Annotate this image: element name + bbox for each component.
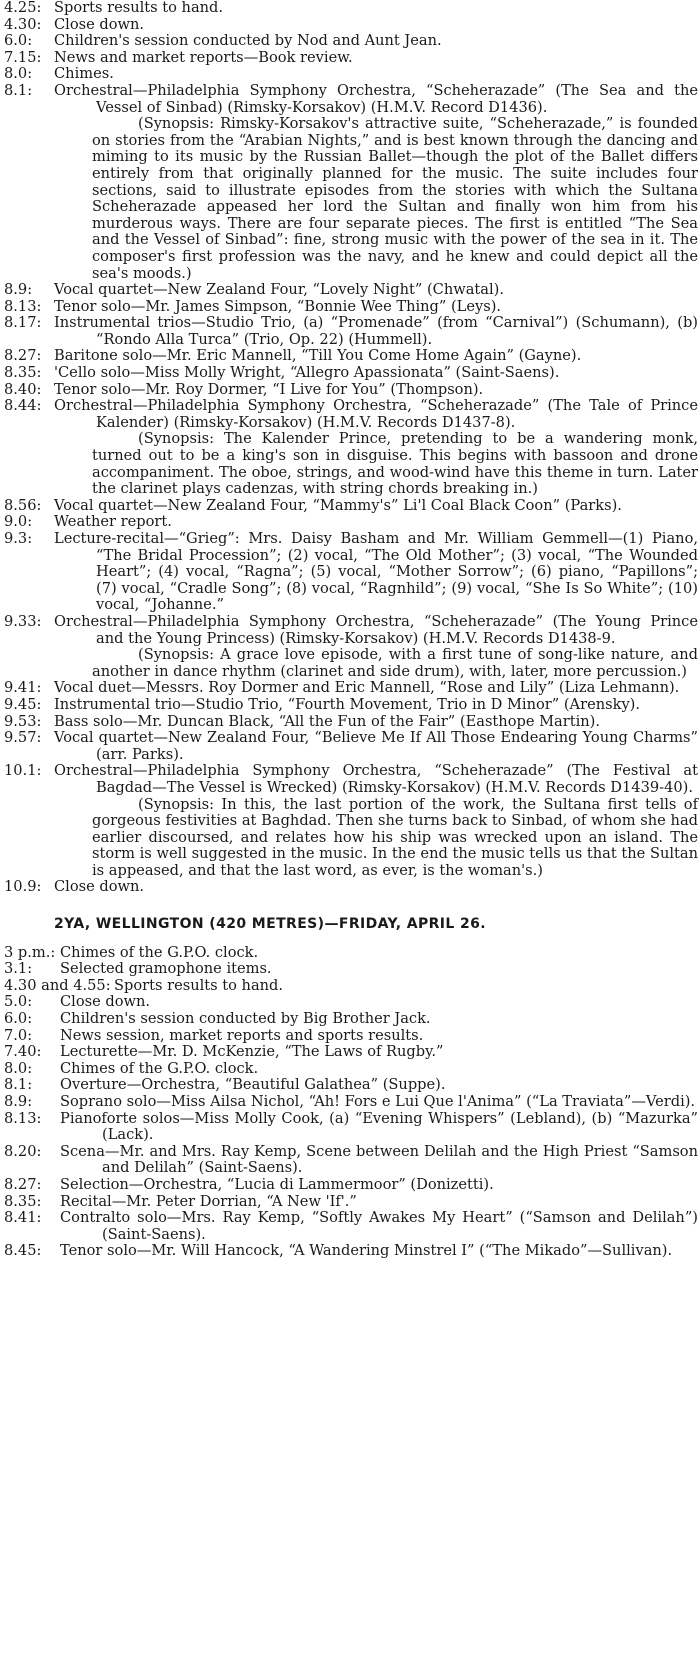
entry-time: 8.35: — [4, 1192, 42, 1210]
entry-text: Orchestral—Philadelphia Symphony Orchestra, “Scheherazade” (The Sea and the Vessel of Sinbad) (Rimsky-Korsakov) (H.M.V. Record D1436). — [54, 81, 698, 116]
programme-entry — [4, 398, 698, 431]
entry-time: 8.1: — [4, 1076, 33, 1094]
programme-entry — [4, 730, 698, 763]
entry-text: Soprano solo—Miss Ailsa Nichol, “Ah! Fors e Lui Que l'Anima” (“La Traviata”—Verdi). — [60, 1093, 696, 1110]
entry-text: Pianoforte solos—Miss Molly Cook, (a) “Evening Whispers” (Lebland), (b) “Mazurka” (Lack). — [60, 1109, 698, 1144]
entry-text: Vocal quartet—New Zealand Four, “Lovely Night” (Chwatal). — [54, 281, 504, 299]
entry-time: 9.33: — [4, 612, 42, 630]
entry-synopsis: (Synopsis: In this, the last portion of the work, the Sultana first tells of gorgeous festivities at Baghdad. Then she turns back to Sinbad, of whom she had earlier discoursed, and relates how his ship was wrecked upon an island. The storm is well suggested in the music. In the end the music tells us that the Sultan is appeased, and that the last word, as ever, is the woman's.) — [92, 795, 698, 879]
programme-entry — [4, 1111, 698, 1144]
programme-entry — [4, 763, 698, 796]
programme-entry — [4, 994, 698, 1011]
programme-entry — [4, 1177, 698, 1194]
programme-entry — [4, 514, 698, 531]
entry-time: 8.9: — [4, 281, 33, 299]
entry-time: 9.45: — [4, 695, 42, 713]
entry-text: Contralto solo—Mrs. Ray Kemp, “Softly Awakes My Heart” (“Samson and Delilah”) (Saint-Saens). — [60, 1209, 698, 1243]
entry-text: Orchestral—Philadelphia Symphony Orchestra, “Scheherazade” (The Tale of Prince Kalender) (Rimsky-Korsakov) (H.M.V. Records D1437-8). — [54, 397, 698, 431]
programme-entry — [4, 1243, 698, 1260]
entry-time: 7.0: — [4, 1026, 33, 1044]
entry-text: Instrumental trio—Studio Trio, “Fourth Movement, Trio in D Minor” (Arensky). — [54, 695, 641, 713]
entry-text: Lecturette—Mr. D. McKenzie, “The Laws of Rugby.” — [60, 1043, 444, 1061]
programme-entry — [4, 680, 698, 697]
programme-entry — [4, 299, 698, 316]
entry-text: Vocal quartet—New Zealand Four, “Believe Me If All Those Endearing Young Charms” (arr. Parks). — [54, 729, 698, 763]
entry-text: Bass solo—Mr. Duncan Black, “All the Fun of the Fair” (Easthope Martin). — [54, 712, 600, 730]
programme-entry — [4, 282, 698, 299]
entry-text: Orchestral—Philadelphia Symphony Orchestra, “Scheherazade” (The Young Prince and the Young Princess) (Rimsky-Korsakov) (H.M.V. Records D1438-9. — [54, 612, 698, 647]
entry-time: 3.1: — [4, 960, 33, 978]
entry-text: Scena—Mr. and Mrs. Ray Kemp, Scene between Delilah and the High Priest “Samson and Delilah” (Saint-Saens). — [60, 1142, 698, 1177]
entry-text: Close down. — [54, 15, 145, 33]
entry-time: 8.13: — [4, 297, 42, 315]
entry-text: Weather report. — [54, 513, 172, 531]
entry-time: 8.27: — [4, 347, 42, 365]
programme-entry — [4, 961, 698, 978]
programme-entry — [4, 714, 698, 731]
entry-text: News and market reports—Book review. — [54, 48, 353, 66]
entry-time: 8.35: — [4, 364, 42, 382]
entry-time: 8.45: — [4, 1242, 42, 1260]
entry-time: 8.44: — [4, 397, 42, 415]
entry-time: 3 p.m.: — [4, 943, 56, 961]
programme-entry — [4, 1210, 698, 1243]
entry-time: 8.0: — [4, 65, 33, 83]
entry-time: 8.13: — [4, 1109, 42, 1127]
programme-entry — [4, 33, 698, 50]
programme-entry — [4, 1077, 698, 1094]
entry-synopsis: (Synopsis: Rimsky-Korsakov's attractive suite, “Scheherazade,” is founded on stories from the “Arabian Nights,” and is best known through the dancing and miming to its music by the Russian Ballet—though the plot of the Ballet differs entirely from that originally planned for the music. The suite includes four sections, said to illustrate episodes from the stories with which the Sultana Scheherazade appeased her lord the Sultan and finally won him from his murderous ways. There are four separate pieces. The first is entitled “The Sea and the Vessel of Sinbad”: fine, strong music with the power of the sea in it. The composer's first profession was the navy, and he knew and could depict all the sea's moods.) — [92, 115, 698, 282]
programme-entry — [4, 1094, 698, 1111]
entry-text: Chimes. — [54, 65, 114, 83]
entry-text: Sports results to hand. — [54, 0, 224, 16]
programme-entry — [4, 1011, 698, 1028]
entry-time: 10.9: — [4, 878, 42, 896]
programme-entry — [4, 1061, 698, 1078]
programme-entry — [4, 1194, 698, 1211]
entry-text: Sports results to hand. — [114, 976, 284, 994]
programme-entry — [4, 1028, 698, 1045]
entry-text: Children's session conducted by Nod and Aunt Jean. — [54, 32, 442, 50]
section-1ya-programme — [4, 0, 698, 896]
entry-text: Close down. — [54, 878, 145, 896]
programme-entry — [4, 83, 698, 116]
entry-time: 5.0: — [4, 993, 33, 1011]
programme-entry — [4, 0, 698, 17]
programme-entry — [4, 531, 698, 614]
section-2ya-programme — [4, 945, 698, 1260]
programme-entry — [4, 1044, 698, 1061]
entry-text: News session, market reports and sports results. — [60, 1026, 424, 1044]
entry-time: 8.40: — [4, 380, 42, 398]
programme-entry — [4, 17, 698, 34]
programme-entry — [4, 315, 698, 348]
entry-text: Chimes of the G.P.O. clock. — [60, 943, 259, 961]
entry-text: Tenor solo—Mr. Roy Dormer, “I Live for You” (Thompson). — [54, 380, 484, 398]
entry-time: 7.15: — [4, 48, 42, 66]
entry-time: 6.0: — [4, 32, 33, 50]
entry-text: Baritone solo—Mr. Eric Mannell, “Till You Come Home Again” (Gayne). — [54, 347, 582, 365]
entry-text: Overture—Orchestra, “Beautiful Galathea” (Suppe). — [60, 1076, 446, 1094]
entry-time: 4.25: — [4, 0, 42, 16]
programme-entry — [4, 1144, 698, 1177]
entry-synopsis: (Synopsis: A grace love episode, with a first tune of song-like nature, and another in dance rhythm (clarinet and side drum), with, later, more percussion.) — [92, 646, 698, 680]
entry-time: 9.0: — [4, 513, 33, 531]
entry-text: Children's session conducted by Big Brother Jack. — [60, 1010, 431, 1028]
programme-entry — [4, 382, 698, 399]
programme-entry — [4, 50, 698, 67]
entry-time: 4.30 and 4.55: — [4, 976, 111, 994]
entry-text: Vocal quartet—New Zealand Four, “Mammy's” Li'l Coal Black Coon” (Parks). — [54, 496, 622, 514]
entry-time: 8.9: — [4, 1093, 33, 1110]
entry-text: Chimes of the G.P.O. clock. — [60, 1059, 259, 1077]
programme-entry — [4, 978, 698, 995]
entry-time: 7.40: — [4, 1043, 42, 1061]
entry-time: 9.3: — [4, 530, 33, 547]
entry-text: Tenor solo—Mr. James Simpson, “Bonnie Wee Thing” (Leys). — [54, 297, 502, 315]
entry-synopsis: (Synopsis: The Kalender Prince, pretending to be a wandering monk, turned out to be a king's son in disguise. This begins with bassoon and drone accompaniment. The oboe, strings, and wood-wind have this theme in turn. Later the clarinet plays cadenzas, with string chords breaking in.) — [92, 430, 698, 498]
entry-text: Selection—Orchestra, “Lucia di Lammermoor” (Donizetti). — [60, 1175, 494, 1193]
programme-entry — [4, 697, 698, 714]
programme-entry — [4, 879, 698, 896]
entry-text: Recital—Mr. Peter Dorrian, “A New 'If'.” — [60, 1192, 357, 1210]
programme-entry — [4, 348, 698, 365]
programme-entry — [4, 614, 698, 647]
entry-time: 8.27: — [4, 1175, 42, 1193]
station-heading: 2YA, WELLINGTON (420 METRES)—FRIDAY, APRIL 26. — [54, 916, 487, 933]
entry-text: Instrumental trios—Studio Trio, (a) “Promenade” (from “Carnival”) (Schumann), (b) “Rondo Alla Turca” (Trio, Op. 22) (Hummell). — [54, 314, 698, 348]
entry-text: Selected gramophone items. — [60, 960, 272, 978]
entry-time: 4.30: — [4, 15, 42, 33]
entry-text: 'Cello solo—Miss Molly Wright, “Allegro Apassionata” (Saint-Saens). — [54, 364, 560, 382]
entry-text: Lecture-recital—“Grieg”: Mrs. Daisy Basham and Mr. William Gemmell—(1) Piano, “The Bridal Procession”; (2) vocal, “The Old Mother”; (3) vocal, “The Wounded Heart”; (4) vocal, “Ragna”; (5) vocal, “Mother Sorrow”; (6) piano, “Papillons”; (7) vocal, “Cradle Song”; (8) vocal, “Ragnhild”; (9) vocal, “She Is So White”; (10) vocal, “Johanne.” — [54, 530, 698, 614]
entry-time: 8.41: — [4, 1209, 42, 1227]
programme-entry — [4, 365, 698, 382]
programme-entry — [4, 945, 698, 962]
programme-entry — [4, 66, 698, 83]
entry-text: Close down. — [60, 993, 151, 1011]
entry-text: Vocal duet—Messrs. Roy Dormer and Eric Mannell, “Rose and Lily” (Liza Lehmann). — [54, 679, 680, 697]
entry-time: 9.41: — [4, 679, 42, 697]
programme-entry — [4, 498, 698, 515]
entry-time: 9.57: — [4, 729, 42, 747]
entry-time: 8.17: — [4, 314, 42, 332]
entry-time: 8.20: — [4, 1142, 42, 1160]
entry-time: 8.0: — [4, 1059, 33, 1077]
entry-time: 9.53: — [4, 712, 42, 730]
entry-text: Tenor solo—Mr. Will Hancock, “A Wandering Minstrel I” (“The Mikado”—Sullivan). — [60, 1242, 673, 1260]
entry-time: 10.1: — [4, 762, 42, 780]
entry-time: 8.56: — [4, 496, 42, 514]
entry-text: Orchestral—Philadelphia Symphony Orchestra, “Scheherazade” (The Festival at Bagdad—The Vessel is Wrecked) (Rimsky-Korsakov) (H.M.V. Records D1439-40). — [54, 762, 698, 796]
entry-time: 8.1: — [4, 81, 33, 99]
entry-time: 6.0: — [4, 1010, 33, 1028]
